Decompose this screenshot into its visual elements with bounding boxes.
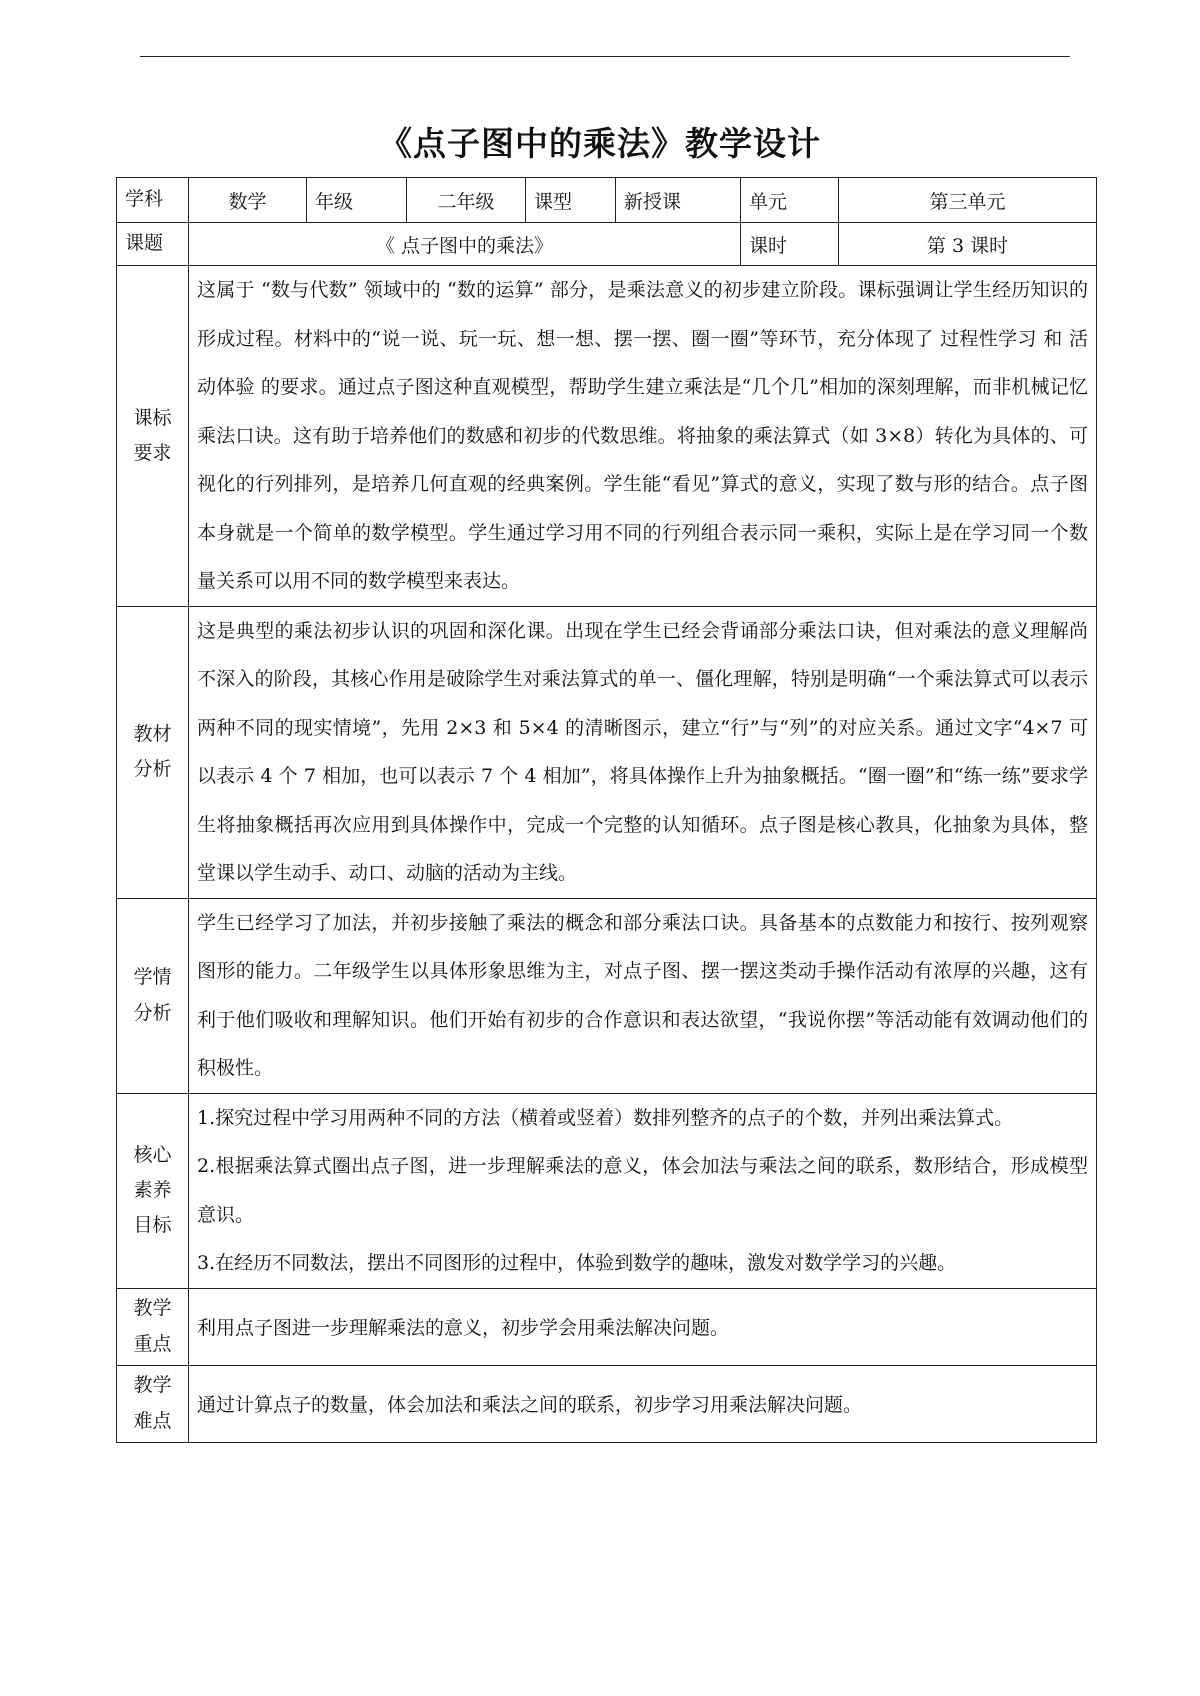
topic-value: 《 点子图中的乘法》 bbox=[189, 223, 741, 266]
learners-label: 学情分析 bbox=[117, 898, 189, 1093]
header-row bbox=[117, 178, 1097, 223]
objectives-row bbox=[117, 1093, 1097, 1288]
period-value: 第 3 课时 bbox=[839, 223, 1097, 266]
header-rule bbox=[140, 56, 1070, 57]
grade-value: 二年级 bbox=[407, 178, 526, 223]
topic-label: 课题 bbox=[117, 223, 189, 266]
difficulty-text: 通过计算点子的数量，体会加法和乘法之间的联系，初步学习用乘法解决问题。 bbox=[189, 1365, 1097, 1442]
key-point-text: 利用点子图进一步理解乘法的意义，初步学会用乘法解决问题。 bbox=[189, 1288, 1097, 1365]
textbook-cell bbox=[189, 606, 1097, 898]
objective-item: 3.在经历不同数法，摆出不同图形的过程中，体验到数学的趣味，激发对数学学习的兴趣。 bbox=[197, 1252, 957, 1274]
textbook-text: 这是典型的乘法初步认识的巩固和深化课。出现在学生已经会背诵部分乘法口诀，但对乘法的意义理解尚不深入的阶段，其核心作用是破除学生对乘法算式的单一、僵化理解，特别是明确“一个乘法算式可以表示两种不同的现实情境”，先用 2×3 和 5×4 的清晰图示，建立“行”与“列”的对应关系。通过文字“4×7 可以表示 4 个 7 相加，也可以表示 7 个 4 相加”，将具体操作上升为抽象概括。“圈一圈”和“练一练”要求学生将抽象概括再次应用到具体操作中，完成一个完整的认知循环。点子图是核心教具，化抽象为具体，整堂课以学生动手、动口、动脑的活动为主线。 bbox=[197, 619, 1088, 884]
curriculum-label: 课标要求 bbox=[117, 266, 189, 607]
lesson-type-label: 课型 bbox=[526, 178, 616, 223]
curriculum-cell bbox=[189, 266, 1097, 607]
lesson-type-value: 新授课 bbox=[616, 178, 741, 223]
unit-value: 第三单元 bbox=[839, 178, 1097, 223]
subject-value: 数学 bbox=[189, 178, 307, 223]
lesson-plan-table bbox=[116, 177, 1097, 1443]
key-point-label: 教学重点 bbox=[117, 1288, 189, 1365]
textbook-label: 教材分析 bbox=[117, 606, 189, 898]
textbook-row bbox=[117, 606, 1097, 898]
grade-label: 年级 bbox=[307, 178, 407, 223]
curriculum-text: 这属于 “数与代数” 领域中的 “数的运算” 部分，是乘法意义的初步建立阶段。课标强调让学生经历知识的形成过程。材料中的“说一说、玩一玩、想一想、摆一摆、圈一圈”等环节，充分体现了 过程性学习 和 活动体验 的要求。通过点子图这种直观模型，帮助学生建立乘法是“几个几”相加的深刻理解，而非机械记忆乘法口诀。这有助于培养他们的数感和初步的代数思维。将抽象的乘法算式（如 3×8）转化为具体的、可视化的行列排列，是培养几何直观的经典案例。学生能“看见”算式的意义，实现了数与形的结合。点子图本身就是一个简单的数学模型。学生通过学习用不同的行列组合表示同一乘积，实际上是在学习同一个数量关系可以用不同的数学模型来表达。 bbox=[197, 279, 1088, 592]
period-label: 课时 bbox=[741, 223, 839, 266]
learners-text: 学生已经学习了加法，并初步接触了乘法的概念和部分乘法口诀。具备基本的点数能力和按行、按列观察图形的能力。二年级学生以具体形象思维为主，对点子图、摆一摆这类动手操作活动有浓厚的兴趣，这有利于他们吸收和理解知识。他们开始有初步的合作意识和表达欲望，“我说你摆”等活动能有效调动他们的积极性。 bbox=[197, 911, 1088, 1079]
learners-cell bbox=[189, 898, 1097, 1093]
difficulty-label: 教学难点 bbox=[117, 1365, 189, 1442]
objectives-cell bbox=[189, 1093, 1097, 1288]
difficulty-row bbox=[117, 1365, 1097, 1442]
subject-label: 学科 bbox=[117, 178, 189, 223]
objective-item: 2.根据乘法算式圈出点子图，进一步理解乘法的意义，体会加法与乘法之间的联系，数形结合，形成模型意识。 bbox=[197, 1155, 1088, 1226]
document-title: 《点子图中的乘法》教学设计 bbox=[379, 124, 821, 163]
curriculum-row bbox=[117, 266, 1097, 607]
objectives-label: 核心素养目标 bbox=[117, 1093, 189, 1288]
learners-row bbox=[117, 898, 1097, 1093]
topic-row bbox=[117, 223, 1097, 266]
key-point-row bbox=[117, 1288, 1097, 1365]
unit-label: 单元 bbox=[741, 178, 839, 223]
objective-item: 1.探究过程中学习用两种不同的方法（横着或竖着）数排列整齐的点子的个数，并列出乘法算式。 bbox=[197, 1106, 1014, 1129]
